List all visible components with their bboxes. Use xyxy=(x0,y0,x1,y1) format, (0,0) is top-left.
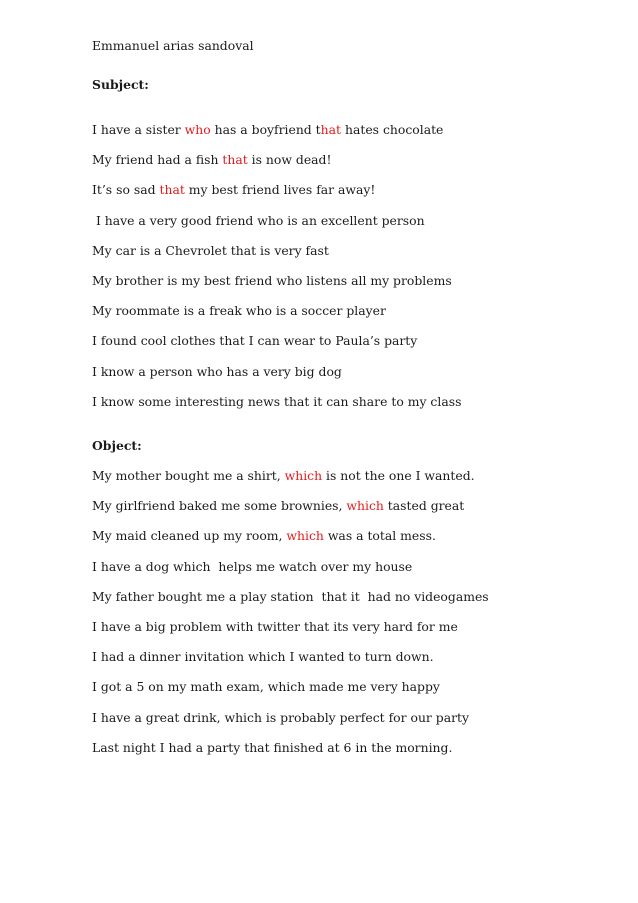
sentence-text: has a boyfriend t xyxy=(210,122,321,137)
object-heading: Object: xyxy=(92,438,142,453)
sentence-text: I have a very good friend who is an excellent person xyxy=(92,212,425,228)
sentence-text: hates chocolate xyxy=(341,122,444,137)
sentence-text: I know a person who has a very big dog xyxy=(92,363,342,379)
subject-sentence xyxy=(92,333,417,349)
object-sentence xyxy=(92,710,469,726)
subject-sentence xyxy=(92,273,452,289)
object-sentence xyxy=(92,528,436,544)
sentence-text: my best friend lives far away! xyxy=(184,182,376,198)
sentence-text: My girlfriend baked me some brownies, xyxy=(92,498,347,514)
sentence-text: I have a great drink, which is probably perfect for our party xyxy=(92,709,470,725)
sentence-text: My roommate is a freak who is a soccer player xyxy=(92,303,386,319)
sentence-text: I had a dinner invitation which I wanted to turn down. xyxy=(92,649,434,665)
sentence-text: My maid cleaned up my room, xyxy=(92,528,287,544)
sentence-text: My friend had a fish xyxy=(92,152,223,168)
subject-sentence xyxy=(92,394,461,410)
object-sentence xyxy=(92,589,489,605)
object-sentence xyxy=(92,619,458,635)
sentence-text: I got a 5 on my math exam, which made me very happy xyxy=(92,679,440,695)
sentence-text: It’s so sad xyxy=(92,182,160,198)
subject-sentence xyxy=(92,152,331,168)
subject-sentence xyxy=(92,213,425,229)
subject-sentence xyxy=(92,182,375,198)
object-sentence xyxy=(92,468,475,484)
object-sentence xyxy=(92,649,434,665)
sentence-text: I know some interesting news that it can share to my class xyxy=(92,393,462,409)
sentence-text: I found cool clothes that I can wear to Paula’s party xyxy=(92,333,418,349)
sentence-text: tasted great xyxy=(383,498,465,514)
relative-pronoun-highlight: that xyxy=(159,182,185,198)
relative-pronoun-highlight: which xyxy=(286,528,324,544)
subject-sentence xyxy=(92,243,329,259)
relative-pronoun-highlight: who xyxy=(184,122,211,137)
object-sentence xyxy=(92,740,452,756)
subject-sentence xyxy=(92,303,386,319)
relative-pronoun-highlight: hat xyxy=(320,122,342,137)
subject-sentence xyxy=(92,364,342,380)
subject-sentence xyxy=(92,122,443,138)
object-sentence xyxy=(92,498,464,514)
object-sentence xyxy=(92,559,412,575)
sentence-text: is now dead! xyxy=(247,152,332,168)
sentence-text: My brother is my best friend who listens all my problems xyxy=(92,273,452,288)
sentence-text: I have a big problem with twitter that its very hard for me xyxy=(92,619,458,634)
subject-heading: Subject: xyxy=(92,77,149,92)
sentence-text: was a total mess. xyxy=(323,528,436,544)
sentence-text: My car is a Chevrolet that is very fast xyxy=(92,242,329,258)
author-name: Emmanuel arias sandoval xyxy=(92,38,254,53)
sentence-text: I have a dog which helps me watch over my house xyxy=(92,558,413,574)
sentence-text: Last night I had a party that finished at 6 in the morning. xyxy=(92,739,453,755)
relative-pronoun-highlight: that xyxy=(222,152,248,168)
sentence-text: I have a sister xyxy=(92,122,185,137)
object-sentence xyxy=(92,679,440,695)
sentence-text: My father bought me a play station that it had no videogames xyxy=(92,588,489,604)
sentence-text: My mother bought me a shirt, xyxy=(92,468,285,483)
relative-pronoun-highlight: which xyxy=(284,468,323,483)
relative-pronoun-highlight: which xyxy=(346,498,384,514)
sentence-text: is not the one I wanted. xyxy=(322,468,475,483)
